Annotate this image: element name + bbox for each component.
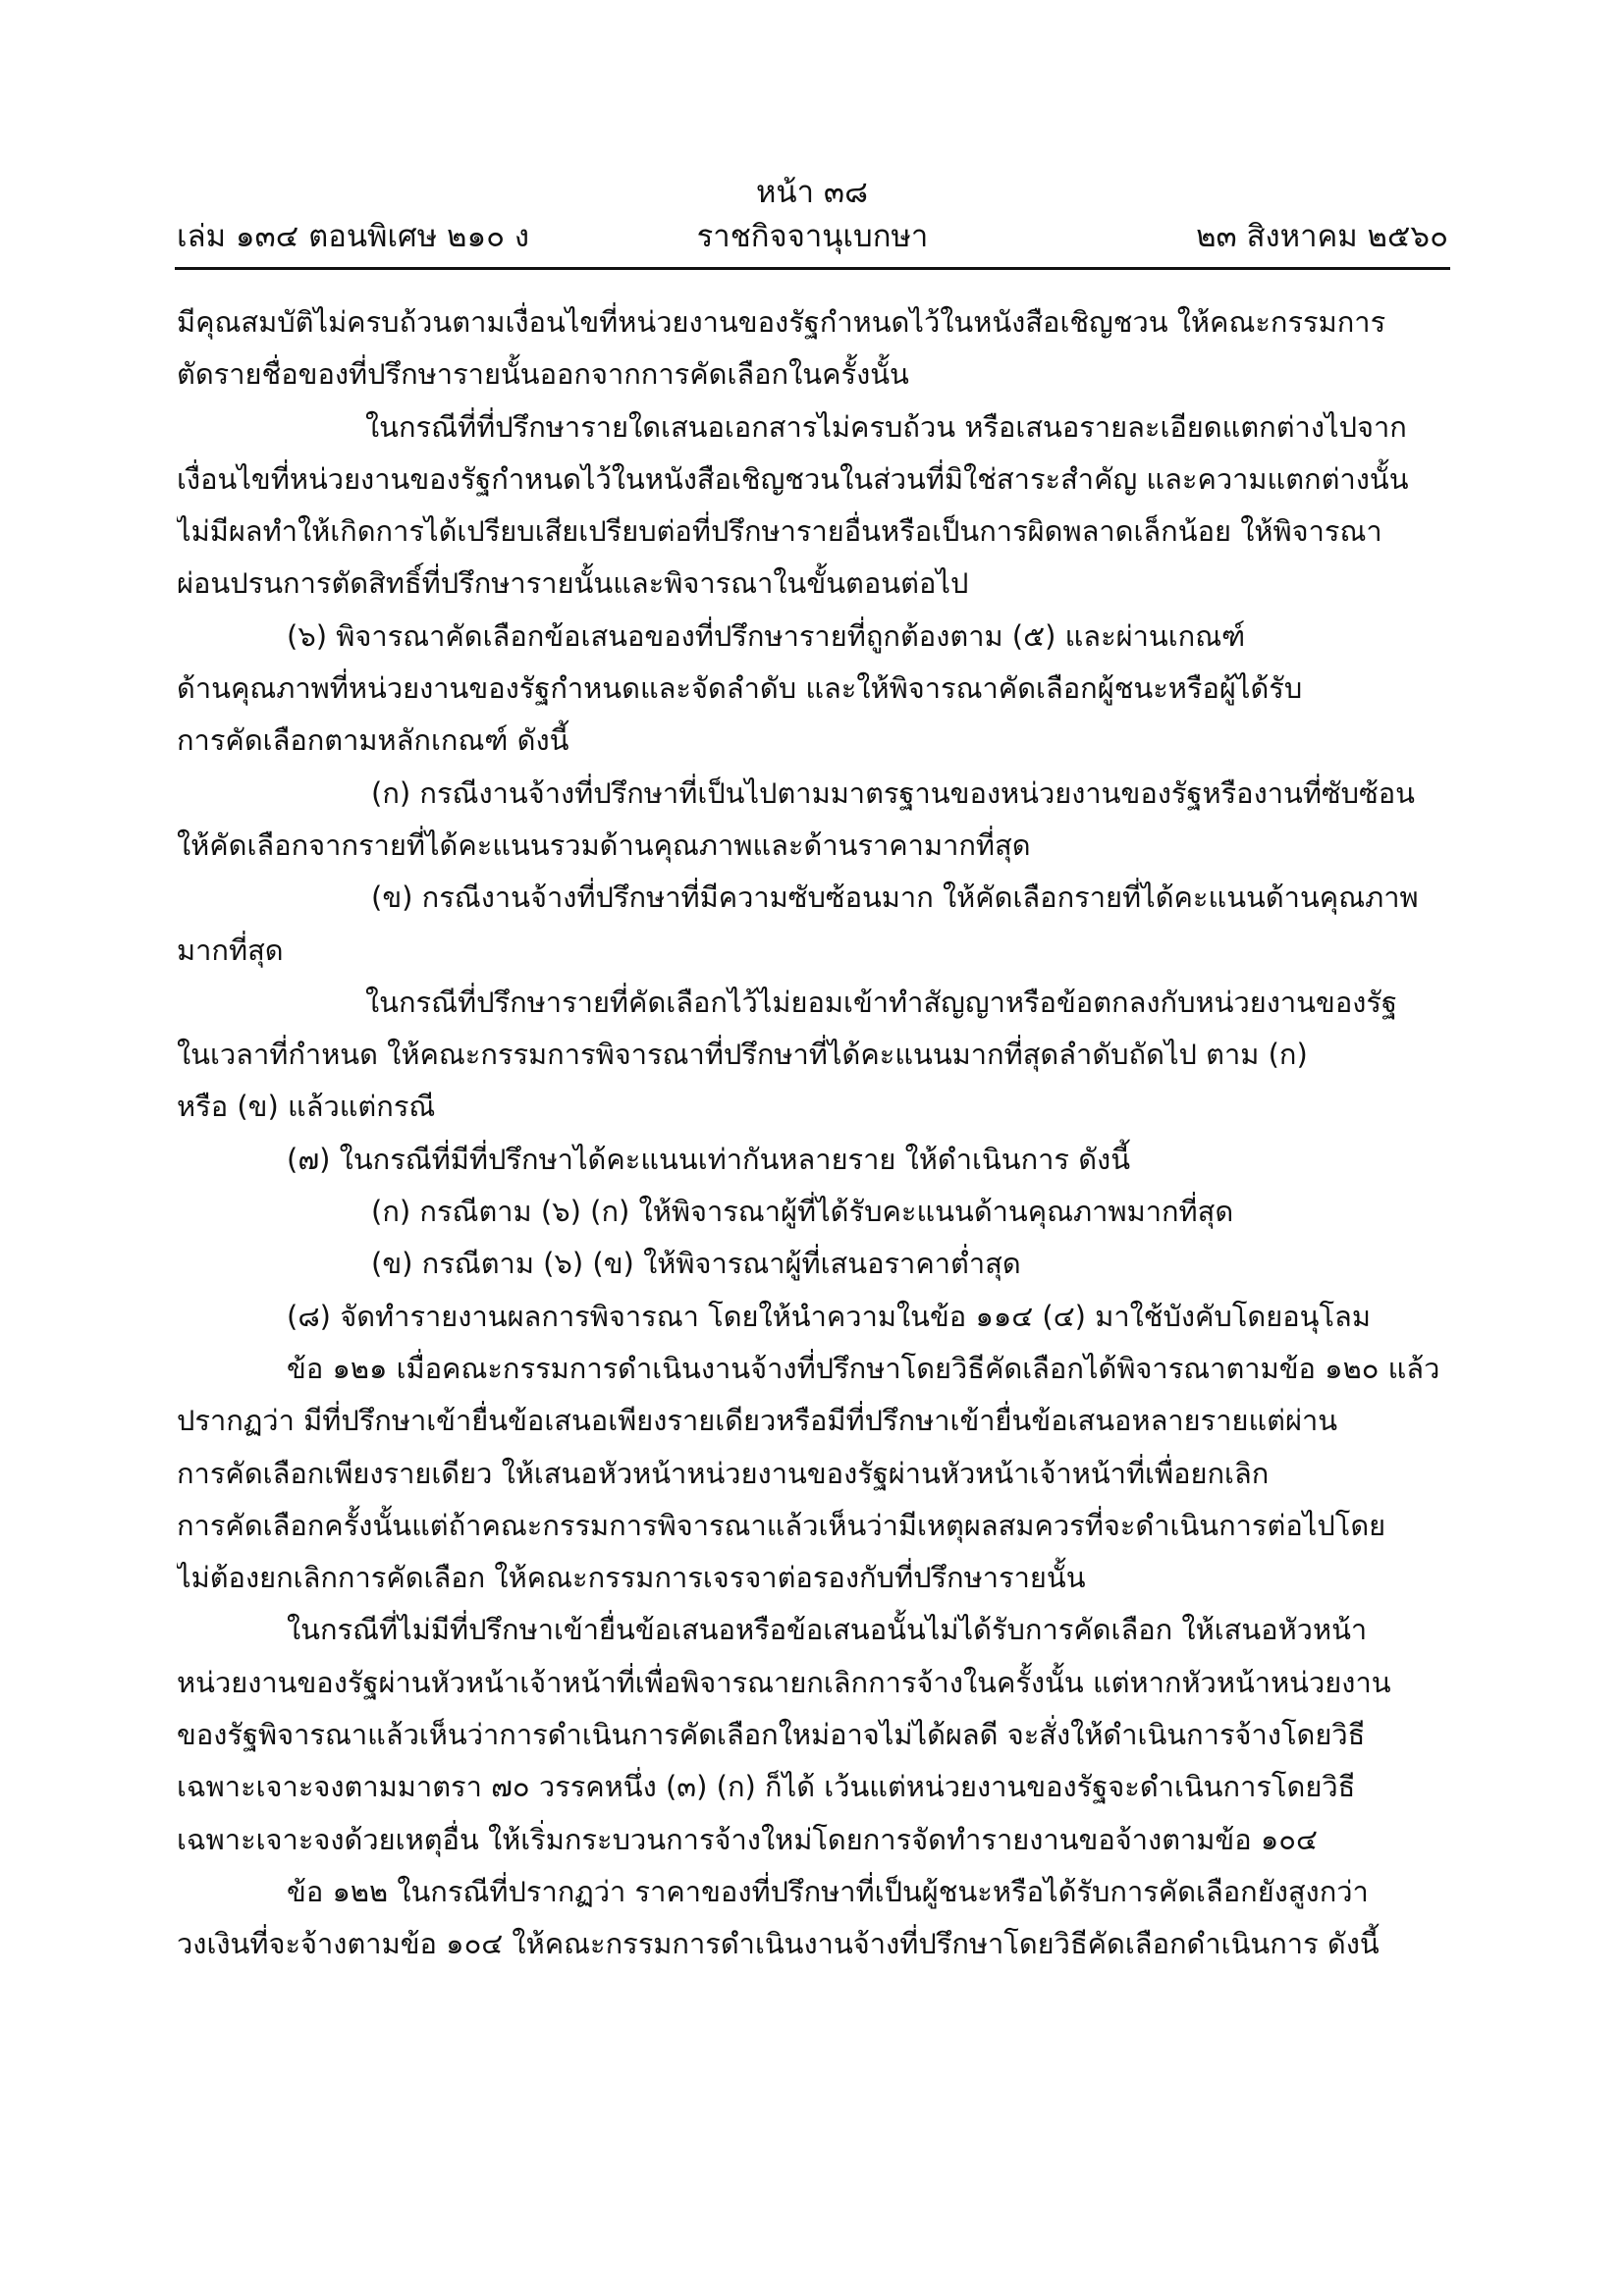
running-header xyxy=(177,217,1448,256)
text-line: ในกรณีที่ไม่มีที่ปรึกษาเข้ายื่นข้อเสนอหรือข้อเสนอนั้นไม่ได้รับการคัดเลือก ให้เสนอหัวหน้า xyxy=(287,1613,1368,1647)
text-line: (ก) กรณีตาม (๖) (ก) ให้พิจารณาผู้ที่ได้รับคะแนนด้านคุณภาพมากที่สุด xyxy=(371,1195,1234,1229)
text-line: ในกรณีที่ที่ปรึกษารายใดเสนอเอกสารไม่ครบถ้วน หรือเสนอรายละเอียดแตกต่างไปจาก xyxy=(365,409,1407,444)
text-line: การคัดเลือกครั้งนั้นแต่ถ้าคณะกรรมการพิจารณาแล้วเห็นว่ามีเหตุผลสมควรที่จะดำเนินการต่อไปโดย xyxy=(177,1508,1386,1542)
text-line: ข้อ ๑๒๑ เมื่อคณะกรรมการดำเนินงานจ้างที่ปรึกษาโดยวิธีคัดเลือกได้พิจารณาตามข้อ ๑๒๐ แล้ว xyxy=(287,1351,1440,1385)
text-line: ให้คัดเลือกจากรายที่ได้คะแนนรวมด้านคุณภาพและด้านราคามากที่สุด xyxy=(177,828,1031,862)
text-line: มีคุณสมบัติไม่ครบถ้วนตามเงื่อนไขที่หน่วยงานของรัฐกำหนดไว้ในหนังสือเชิญชวน ให้คณะกรรมการ xyxy=(177,305,1386,339)
gazette-name: ราชกิจจานุเบกษา xyxy=(696,219,929,254)
volume-issue: เล่ม ๑๓๔ ตอนพิเศษ ๒๑๐ ง xyxy=(177,219,530,254)
text-line: ไม่มีผลทำให้เกิดการได้เปรียบเสียเปรียบต่อที่ปรึกษารายอื่นหรือเป็นการผิดพลาดเล็กน้อย ให้พิจารณา xyxy=(177,514,1382,549)
header-divider xyxy=(175,267,1450,270)
text-line: ในเวลาที่กำหนด ให้คณะกรรมการพิจารณาที่ปรึกษาที่ได้คะแนนมากที่สุดลำดับถัดไป ตาม (ก) xyxy=(177,1038,1308,1072)
text-line: ไม่ต้องยกเลิกการคัดเลือก ให้คณะกรรมการเจรจาต่อรองกับที่ปรึกษารายนั้น xyxy=(177,1561,1086,1595)
page-number: หน้า ๓๘ xyxy=(756,175,868,210)
text-line: (๘) จัดทำรายงานผลการพิจารณา โดยให้นำความในข้อ ๑๑๔ (๔) มาใช้บังคับโดยอนุโลม xyxy=(287,1299,1371,1333)
publication-date: ๒๓ สิงหาคม ๒๕๖๐ xyxy=(1196,219,1448,254)
text-line: ด้านคุณภาพที่หน่วยงานของรัฐกำหนดและจัดลำดับ และให้พิจารณาคัดเลือกผู้ชนะหรือผู้ได้รับ xyxy=(177,671,1303,706)
text-line: หน่วยงานของรัฐผ่านหัวหน้าเจ้าหน้าที่เพื่อพิจารณายกเลิกการจ้างในครั้งนั้น แต่หากหัวหน้าหน่วยงาน xyxy=(177,1665,1391,1699)
text-line: (ข) กรณีตาม (๖) (ข) ให้พิจารณาผู้ที่เสนอราคาต่ำสุด xyxy=(371,1247,1021,1281)
text-line: เงื่อนไขที่หน่วยงานของรัฐกำหนดไว้ในหนังสือเชิญชวนในส่วนที่มิใช่สาระสำคัญ และความแตกต่างนั้น xyxy=(177,461,1409,496)
text-line: ข้อ ๑๒๒ ในกรณีที่ปรากฏว่า ราคาของที่ปรึกษาที่เป็นผู้ชนะหรือได้รับการคัดเลือกยังสูงกว่า xyxy=(287,1874,1369,1908)
text-line: (ข) กรณีงานจ้างที่ปรึกษาที่มีความซับซ้อนมาก ให้คัดเลือกรายที่ได้คะแนนด้านคุณภาพ xyxy=(371,881,1419,915)
text-line: การคัดเลือกตามหลักเกณฑ์ ดังนี้ xyxy=(177,723,569,758)
text-line: (๖) พิจารณาคัดเลือกข้อเสนอของที่ปรึกษารายที่ถูกต้องตาม (๕) และผ่านเกณฑ์ xyxy=(287,618,1246,653)
text-line: เฉพาะเจาะจงตามมาตรา ๗๐ วรรคหนึ่ง (๓) (ก) ก็ได้ เว้นแต่หน่วยงานของรัฐจะดำเนินการโดยวิธี xyxy=(177,1770,1356,1804)
text-line: เฉพาะเจาะจงด้วยเหตุอื่น ให้เริ่มกระบวนการจ้างใหม่โดยการจัดทำรายงานขอจ้างตามข้อ ๑๐๔ xyxy=(177,1822,1318,1856)
text-line: มากที่สุด xyxy=(177,933,284,967)
text-line: วงเงินที่จะจ้างตามข้อ ๑๐๔ ให้คณะกรรมการดำเนินงานจ้างที่ปรึกษาโดยวิธีคัดเลือกดำเนินการ ดังนี้ xyxy=(177,1927,1380,1961)
text-line: ในกรณีที่ปรึกษารายที่คัดเลือกไว้ไม่ยอมเข้าทำสัญญาหรือข้อตกลงกับหน่วยงานของรัฐ xyxy=(365,985,1397,1019)
text-line: หรือ (ข) แล้วแต่กรณี xyxy=(177,1090,436,1124)
text-line: ปรากฏว่า มีที่ปรึกษาเข้ายื่นข้อเสนอเพียงรายเดียวหรือมีที่ปรึกษาเข้ายื่นข้อเสนอหลายรายแต่ผ่าน xyxy=(177,1404,1338,1438)
text-line: การคัดเลือกเพียงรายเดียว ให้เสนอหัวหน้าหน่วยงานของรัฐผ่านหัวหน้าเจ้าหน้าที่เพื่อยกเลิก xyxy=(177,1456,1270,1490)
text-line: (๗) ในกรณีที่มีที่ปรึกษาได้คะแนนเท่ากันหลายราย ให้ดำเนินการ ดังนี้ xyxy=(287,1142,1131,1176)
text-line: ของรัฐพิจารณาแล้วเห็นว่าการดำเนินการคัดเลือกใหม่อาจไม่ได้ผลดี จะสั่งให้ดำเนินการจ้างโดยวิธี xyxy=(177,1718,1366,1752)
text-line: (ก) กรณีงานจ้างที่ปรึกษาที่เป็นไปตามมาตรฐานของหน่วยงานของรัฐหรืองานที่ซับซ้อน xyxy=(371,775,1415,810)
text-line: ตัดรายชื่อของที่ปรึกษารายนั้นออกจากการคัดเลือกในครั้งนั้น xyxy=(177,357,909,392)
body-text xyxy=(177,296,1448,1971)
text-line: ผ่อนปรนการตัดสิทธิ์ที่ปรึกษารายนั้นและพิจารณาในขั้นตอนต่อไป xyxy=(177,566,969,601)
